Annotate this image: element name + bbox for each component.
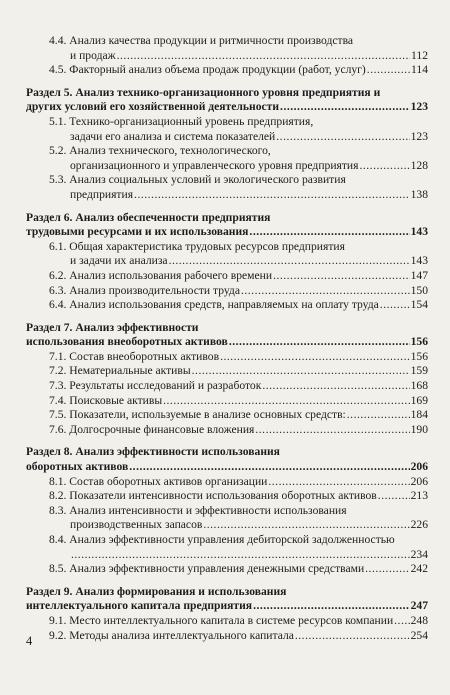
toc-entry-text: Раздел 9. Анализ формирования и использования	[26, 584, 287, 598]
toc-entry-title: производственных запасов	[70, 518, 203, 532]
toc-entry-line	[49, 408, 428, 423]
toc-entry-text: 8.3. Анализ интенсивности и эффективности использования	[49, 503, 347, 517]
toc-entry-text: Раздел 6. Анализ обеспеченности предприятия	[26, 210, 271, 224]
toc-entry-title: 7.3. Результаты исследований и разработок	[49, 379, 262, 393]
toc-entry-title: интеллектуального капитала предприятия	[26, 599, 253, 613]
toc-page-number: 138	[410, 187, 428, 201]
toc-entry-title: предприятия	[70, 187, 134, 201]
dot-leader	[163, 394, 409, 409]
toc-entry-title: 9.2. Методы анализа интеллектуального капитала	[49, 628, 294, 642]
dot-leader	[394, 614, 409, 629]
dot-leader	[117, 49, 410, 64]
toc-entry-text: 5.1. Технико-организационный уровень предприятия,	[49, 114, 314, 128]
toc-entry-title: организационного и управленческого уровня предприятия	[70, 158, 359, 172]
toc-page-number: 123	[410, 100, 428, 114]
toc-section-heading[interactable]	[26, 585, 428, 614]
dot-leader	[273, 269, 410, 284]
toc-entry-title: 4.5. Факторный анализ объема продаж продукции (работ, услуг)	[49, 63, 366, 77]
dot-leader	[365, 562, 409, 577]
dot-leader	[249, 225, 409, 240]
toc-entry-text: Раздел 8. Анализ эффективности использования	[26, 445, 280, 459]
toc-entry-title: 7.6. Долгосрочные финансовые вложения	[49, 422, 255, 436]
toc-entry-line	[49, 269, 428, 284]
toc-entry-title: 8.1. Состав оборотных активов организации	[49, 474, 268, 488]
toc-page-number: 213	[410, 489, 428, 503]
toc-subsection-entry[interactable]	[26, 350, 428, 365]
toc-entry-line	[26, 599, 428, 614]
table-of-contents	[26, 34, 428, 643]
toc-subsection-entry[interactable]	[26, 504, 428, 533]
dot-leader	[347, 408, 410, 423]
toc-page-number: 247	[410, 599, 428, 613]
toc-subsection-entry[interactable]	[26, 489, 428, 504]
dot-leader	[295, 629, 410, 644]
dot-leader	[359, 159, 409, 174]
toc-entry-title: 6.3. Анализ производительности труда	[49, 283, 240, 297]
toc-entry-text: 8.4. Анализ эффективности управления дебиторской задолженностью	[49, 533, 395, 546]
toc-subsection-entry[interactable]	[26, 629, 428, 644]
toc-entry-line	[49, 159, 428, 174]
toc-subsection-entry[interactable]	[26, 423, 428, 438]
toc-entry-title: 8.2. Показатели интенсивности использования оборотных активов	[49, 489, 377, 503]
dot-leader	[268, 475, 409, 490]
toc-subsection-entry[interactable]	[26, 284, 428, 299]
toc-entry-line	[49, 394, 428, 409]
toc-subsection-entry[interactable]	[26, 115, 428, 144]
section-gap	[26, 577, 428, 585]
dot-leader	[203, 518, 409, 533]
toc-entry-line	[49, 489, 428, 504]
toc-page-number: 190	[410, 422, 428, 436]
toc-entry-text: 4.4. Анализ качества продукции и ритмичности производства	[49, 34, 354, 47]
toc-entry-title: других условий его хозяйственной деятельности	[26, 100, 280, 114]
toc-subsection-entry[interactable]	[26, 614, 428, 629]
toc-section-heading[interactable]	[26, 211, 428, 240]
toc-subsection-entry[interactable]	[26, 533, 428, 562]
toc-subsection-entry[interactable]	[26, 379, 428, 394]
toc-entry-title: трудовыми ресурсами и их использования	[26, 225, 249, 239]
toc-page-number: 206	[410, 460, 428, 474]
toc-entry-title: и продаж	[70, 48, 116, 62]
toc-entry-line	[49, 629, 428, 644]
toc-entry-title: 7.2. Нематериальные активы	[49, 364, 191, 378]
dot-leader	[262, 379, 409, 394]
toc-entry-line	[49, 364, 428, 379]
toc-entry-title: и задачи их анализа	[70, 254, 168, 268]
toc-page-number: 169	[410, 393, 428, 407]
toc-entry-line	[26, 225, 428, 240]
dot-leader	[192, 364, 410, 379]
toc-entry-line	[49, 379, 428, 394]
dot-leader	[367, 63, 410, 78]
toc-entry-text: 5.2. Анализ технического, технологического,	[49, 144, 271, 158]
dot-leader	[129, 460, 409, 475]
toc-entry-line	[49, 284, 428, 299]
toc-subsection-entry[interactable]	[26, 63, 428, 78]
toc-page-number: 184	[410, 408, 428, 422]
toc-entry-text: Раздел 7. Анализ эффективности	[26, 320, 199, 334]
toc-subsection-entry[interactable]	[26, 562, 428, 577]
toc-page-number: 206	[410, 474, 428, 488]
dot-leader	[71, 548, 410, 563]
toc-entry-line	[49, 49, 428, 64]
dot-leader	[276, 130, 409, 145]
toc-entry-title: 7.5. Показатели, используемые в анализе основных средств:	[49, 408, 346, 422]
toc-subsection-entry[interactable]	[26, 34, 428, 63]
toc-entry-line	[49, 350, 428, 365]
toc-entry-line	[49, 254, 428, 269]
toc-entry-title: задачи его анализа и система показателей	[70, 129, 276, 143]
section-gap	[26, 313, 428, 321]
toc-page-number: 156	[410, 335, 428, 349]
toc-entry-line	[49, 298, 428, 313]
toc-page-number: 242	[410, 562, 428, 576]
toc-entry-title: 6.4. Анализ использования средств, направляемых на оплату труда	[49, 298, 379, 312]
toc-page-number: 248	[410, 613, 428, 627]
toc-page-number: 123	[410, 129, 428, 143]
section-gap	[26, 78, 428, 86]
toc-subsection-entry[interactable]	[26, 269, 428, 284]
toc-entry-line	[26, 100, 428, 115]
toc-page-number: 154	[410, 298, 428, 312]
toc-page-number: 143	[410, 225, 428, 239]
toc-entry-title: использования внеоборотных активов	[26, 335, 228, 349]
toc-entry-line	[49, 63, 428, 78]
toc-entry-title: 8.5. Анализ эффективности управления денежными средствами	[49, 562, 365, 576]
dot-leader	[229, 335, 410, 350]
toc-page-number: 150	[410, 283, 428, 297]
toc-entry-title: оборотных активов	[26, 460, 129, 474]
toc-subsection-entry[interactable]	[26, 364, 428, 379]
toc-subsection-entry[interactable]	[26, 408, 428, 423]
toc-section-heading[interactable]	[26, 445, 428, 474]
toc-page-number: 114	[411, 63, 428, 77]
section-gap	[26, 437, 428, 445]
toc-entry-line	[49, 475, 428, 490]
toc-entry-title: 7.1. Состав внеоборотных активов	[49, 349, 220, 363]
dot-leader	[255, 423, 409, 438]
toc-page-number: 112	[411, 48, 428, 62]
toc-entry-line	[49, 562, 428, 577]
dot-leader	[380, 298, 410, 313]
toc-entry-title: 9.1. Место интеллектуального капитала в системе ресурсов компании	[49, 613, 394, 627]
dot-leader	[378, 489, 410, 504]
toc-entry-text: 6.1. Общая характеристика трудовых ресурсов предприятия	[49, 239, 345, 253]
dot-leader	[253, 599, 410, 614]
section-gap	[26, 203, 428, 211]
toc-section-heading[interactable]	[26, 86, 428, 115]
toc-page-number: 147	[410, 268, 428, 282]
dot-leader	[280, 100, 410, 115]
toc-entry-line	[49, 614, 428, 629]
toc-subsection-entry[interactable]	[26, 475, 428, 490]
page-number: 4	[26, 634, 33, 648]
toc-entry-line	[26, 335, 428, 350]
dot-leader	[241, 284, 410, 299]
dot-leader	[169, 254, 410, 269]
toc-page-number: 128	[410, 158, 428, 172]
toc-subsection-entry[interactable]	[26, 298, 428, 313]
toc-subsection-entry[interactable]	[26, 394, 428, 409]
toc-page-number: 254	[410, 628, 428, 642]
dot-leader	[220, 350, 410, 365]
toc-entry-line	[49, 130, 428, 145]
toc-page-number: 143	[410, 254, 428, 268]
toc-entry-line	[49, 423, 428, 438]
toc-subsection-entry[interactable]	[26, 240, 428, 269]
toc-entry-line	[26, 460, 428, 475]
toc-page-number: 226	[410, 518, 428, 532]
toc-entry-text: Раздел 5. Анализ технико-организационного уровня предприятия и	[26, 85, 381, 99]
toc-page-number: 159	[410, 364, 428, 378]
toc-entry-line	[49, 548, 428, 563]
toc-entry-title: 6.2. Анализ использования рабочего времени	[49, 268, 273, 282]
toc-entry-line	[49, 188, 428, 203]
dot-leader	[134, 188, 410, 203]
toc-page-number: 234	[410, 547, 428, 561]
toc-entry-title: 7.4. Поисковые активы	[49, 393, 163, 407]
toc-subsection-entry[interactable]	[26, 144, 428, 173]
toc-section-heading[interactable]	[26, 321, 428, 350]
toc-subsection-entry[interactable]	[26, 173, 428, 202]
toc-page-number: 156	[410, 349, 428, 363]
toc-entry-text: 5.3. Анализ социальных условий и экологического развития	[49, 173, 346, 187]
toc-page-number: 168	[410, 379, 428, 393]
toc-entry-line	[49, 518, 428, 533]
